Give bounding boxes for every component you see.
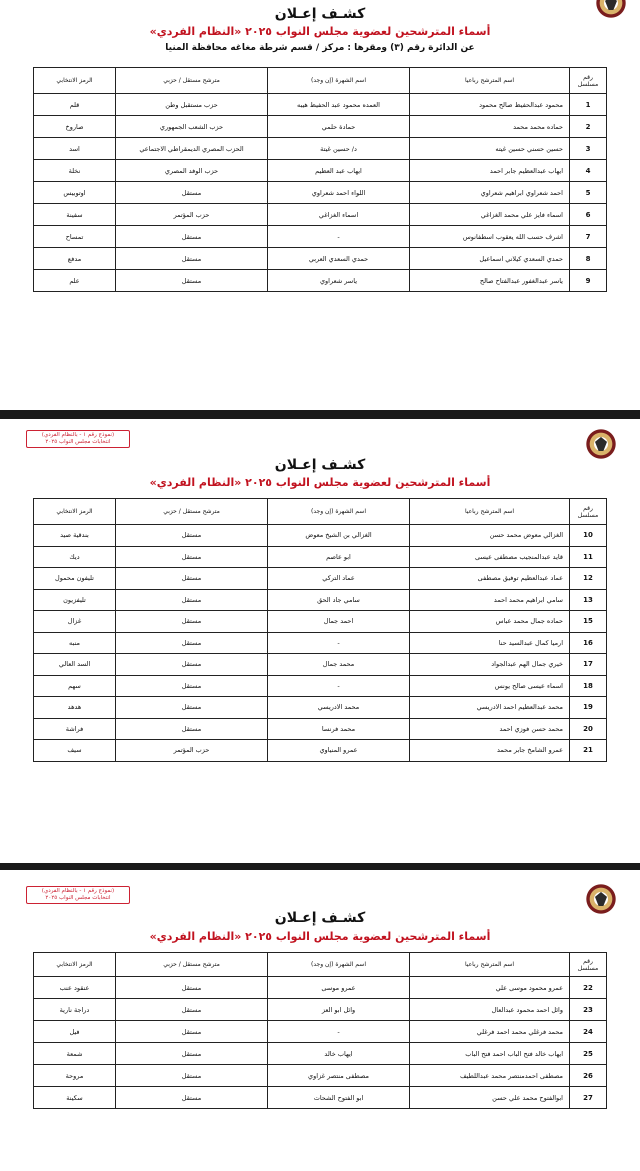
table-row bbox=[34, 632, 607, 654]
cell-affiliation: حزب الشعب الجمهوري bbox=[116, 116, 268, 138]
cell-name: ابوالفتوح محمد علي حسن bbox=[410, 1087, 570, 1109]
page-separator bbox=[0, 410, 640, 419]
header-serial: رقم مسلسل bbox=[570, 68, 607, 94]
cell-affiliation: مستقل bbox=[116, 568, 268, 590]
cell-symbol: غزال bbox=[34, 611, 116, 633]
cell-name: وائل احمد محمود عبدالعال bbox=[410, 999, 570, 1021]
cell-fame: ايهاب خالد bbox=[268, 1043, 410, 1065]
table-row bbox=[34, 697, 607, 719]
cell-serial: 13 bbox=[570, 589, 607, 611]
cell-fame: - bbox=[268, 675, 410, 697]
candidates-table bbox=[33, 498, 607, 762]
cell-affiliation: حزب الوفد المصري bbox=[116, 160, 268, 182]
header-fame: اسم الشهرة (إن وجد) bbox=[268, 499, 410, 525]
cell-affiliation: حزب المؤتمر bbox=[116, 204, 268, 226]
table-row bbox=[34, 1043, 607, 1065]
cell-serial: 7 bbox=[570, 226, 607, 248]
cell-serial: 17 bbox=[570, 654, 607, 676]
cell-fame: عماد التركي bbox=[268, 568, 410, 590]
cell-name: حسين حسني حسين غيته bbox=[410, 138, 570, 160]
cell-symbol: قلم bbox=[34, 94, 116, 116]
header-name: اسم المترشح رباعيا bbox=[410, 68, 570, 94]
table-row bbox=[34, 182, 607, 204]
cell-name: ياسر عبدالغفور عبدالفتاح صالح bbox=[410, 270, 570, 292]
cell-fame: الغزالي بن الشيخ معوض bbox=[268, 525, 410, 547]
cell-name: ايهاب عبدالعظيم جابر احمد bbox=[410, 160, 570, 182]
page-3 bbox=[0, 870, 640, 1171]
cell-fame: ابو الفتوح الشحات bbox=[268, 1087, 410, 1109]
cell-fame: ابو عاصم bbox=[268, 546, 410, 568]
cell-fame: عمرو موسى bbox=[268, 977, 410, 999]
cell-symbol: مدفع bbox=[34, 248, 116, 270]
page-title: كشـف إعـلان bbox=[274, 457, 366, 473]
cell-serial: 6 bbox=[570, 204, 607, 226]
cell-symbol: اوتوبيس bbox=[34, 182, 116, 204]
cell-symbol: منبه bbox=[34, 632, 116, 654]
cell-serial: 4 bbox=[570, 160, 607, 182]
cell-serial: 23 bbox=[570, 999, 607, 1021]
table-row bbox=[34, 525, 607, 547]
table-row bbox=[34, 1065, 607, 1087]
cell-symbol: شمعة bbox=[34, 1043, 116, 1065]
header-symbol: الرمز الانتخابي bbox=[34, 68, 116, 94]
cell-symbol: بندقية صيد bbox=[34, 525, 116, 547]
cell-symbol: مروحة bbox=[34, 1065, 116, 1087]
cell-name: احمد شعراوي ابراهيم شعراوي bbox=[410, 182, 570, 204]
header-symbol: الرمز الانتخابي bbox=[34, 953, 116, 977]
cell-symbol: سفينة bbox=[34, 204, 116, 226]
cell-affiliation: حزب مستقبل وطن bbox=[116, 94, 268, 116]
cell-symbol: نخلة bbox=[34, 160, 116, 182]
table-row bbox=[34, 977, 607, 999]
cell-name: محمد عبدالعظيم احمد الادريسي bbox=[410, 697, 570, 719]
cell-name: الغزالي معوض محمد حسن bbox=[410, 525, 570, 547]
cell-symbol: ديك bbox=[34, 546, 116, 568]
header-name: اسم المترشح رباعيا bbox=[410, 953, 570, 977]
cell-name: قايد عبدالمنجيب مصطفى عيسى bbox=[410, 546, 570, 568]
cell-name: عمرو محمود موسى علي bbox=[410, 977, 570, 999]
cell-symbol: تمساح bbox=[34, 226, 116, 248]
cell-serial: 21 bbox=[570, 740, 607, 762]
table-row bbox=[34, 116, 607, 138]
page-subtitle: أسماء المترشحين لعضوية مجلس النواب ٢٠٢٥ «النظام الفردي» bbox=[149, 25, 491, 38]
cell-fame: اسماء الغزاغي bbox=[268, 204, 410, 226]
table-row bbox=[34, 270, 607, 292]
page-subtitle: أسماء المترشحين لعضوية مجلس النواب ٢٠٢٥ «النظام الفردي» bbox=[149, 930, 491, 943]
cell-affiliation: مستقل bbox=[116, 525, 268, 547]
cell-symbol: اسد bbox=[34, 138, 116, 160]
cell-serial: 24 bbox=[570, 1021, 607, 1043]
page-subtitle: أسماء المترشحين لعضوية مجلس النواب ٢٠٢٥ «النظام الفردي» bbox=[149, 476, 491, 489]
cell-name: محمود عبدالحفيظ صالح محمود bbox=[410, 94, 570, 116]
header-serial: رقم مسلسل bbox=[570, 499, 607, 525]
cell-serial: 10 bbox=[570, 525, 607, 547]
cell-name: اسماء فايز علي محمد الغزاغي bbox=[410, 204, 570, 226]
table-row bbox=[34, 740, 607, 762]
cell-symbol: عنقود عنب bbox=[34, 977, 116, 999]
candidates-table bbox=[33, 67, 607, 292]
cell-affiliation: مستقل bbox=[116, 546, 268, 568]
cell-name: اسماء عيسى صالح يونس bbox=[410, 675, 570, 697]
table-row bbox=[34, 675, 607, 697]
header-affiliation: مترشح مستقل / حزبي bbox=[116, 953, 268, 977]
cell-name: سامي ابراهيم محمد احمد bbox=[410, 589, 570, 611]
form-stamp: (نموذج رقم ١ - بالنظام الفردي) انتخابات مجلس النواب ٢٠٢٥ bbox=[26, 430, 130, 448]
table-header-row bbox=[34, 68, 607, 94]
cell-affiliation: مستقل bbox=[116, 1021, 268, 1043]
header-name: اسم المترشح رباعيا bbox=[410, 499, 570, 525]
cell-symbol: السد العالي bbox=[34, 654, 116, 676]
cell-serial: 27 bbox=[570, 1087, 607, 1109]
cell-serial: 3 bbox=[570, 138, 607, 160]
cell-symbol: دراجة نارية bbox=[34, 999, 116, 1021]
cell-affiliation: مستقل bbox=[116, 718, 268, 740]
cell-name: عماد عبدالعظيم توفيق مصطفى bbox=[410, 568, 570, 590]
cell-symbol: سكينة bbox=[34, 1087, 116, 1109]
cell-affiliation: مستقل bbox=[116, 632, 268, 654]
cell-serial: 1 bbox=[570, 94, 607, 116]
table-header-row bbox=[34, 499, 607, 525]
cell-affiliation: مستقل bbox=[116, 1043, 268, 1065]
cell-affiliation: مستقل bbox=[116, 1087, 268, 1109]
cell-symbol: فراشة bbox=[34, 718, 116, 740]
cell-affiliation: مستقل bbox=[116, 226, 268, 248]
cell-name: محمد فرغلي محمد احمد فرغلي bbox=[410, 1021, 570, 1043]
cell-serial: 26 bbox=[570, 1065, 607, 1087]
cell-name: حماده محمد محمد bbox=[410, 116, 570, 138]
cell-affiliation: حزب المؤتمر bbox=[116, 740, 268, 762]
cell-affiliation: مستقل bbox=[116, 182, 268, 204]
table-row bbox=[34, 138, 607, 160]
cell-serial: 19 bbox=[570, 697, 607, 719]
cell-name: مصطفى احمدمنتصر محمد عبداللطيف bbox=[410, 1065, 570, 1087]
header-affiliation: مترشح مستقل / حزبي bbox=[116, 68, 268, 94]
candidates-table bbox=[33, 952, 607, 1109]
cell-name: عمرو الشامخ جابر محمد bbox=[410, 740, 570, 762]
cell-affiliation: مستقل bbox=[116, 611, 268, 633]
cell-fame: حمادة حلمي bbox=[268, 116, 410, 138]
cell-fame: محمد جمال bbox=[268, 654, 410, 676]
cell-name: ايهاب خالد فتح الباب احمد فتح الباب bbox=[410, 1043, 570, 1065]
header-serial: رقم مسلسل bbox=[570, 953, 607, 977]
cell-serial: 15 bbox=[570, 611, 607, 633]
cell-fame: العمده محمود عبد الحفيظ هيبه bbox=[268, 94, 410, 116]
table-row bbox=[34, 248, 607, 270]
cell-serial: 22 bbox=[570, 977, 607, 999]
table-row bbox=[34, 204, 607, 226]
cell-fame: سامي جاد الحق bbox=[268, 589, 410, 611]
cell-serial: 20 bbox=[570, 718, 607, 740]
cell-affiliation: الحزب المصري الديمقراطي الاجتماعي bbox=[116, 138, 268, 160]
cell-name: محمد حسن فوزي احمد bbox=[410, 718, 570, 740]
table-row bbox=[34, 568, 607, 590]
page-title: كشـف إعـلان bbox=[274, 910, 366, 926]
header-fame: اسم الشهرة (إن وجد) bbox=[268, 953, 410, 977]
cell-serial: 11 bbox=[570, 546, 607, 568]
cell-affiliation: مستقل bbox=[116, 248, 268, 270]
page-title: كشـف إعـلان bbox=[274, 6, 366, 22]
cell-serial: 16 bbox=[570, 632, 607, 654]
cell-affiliation: مستقل bbox=[116, 1065, 268, 1087]
table-row bbox=[34, 999, 607, 1021]
cell-serial: 25 bbox=[570, 1043, 607, 1065]
page-1 bbox=[0, 0, 640, 410]
cell-symbol: سهم bbox=[34, 675, 116, 697]
cell-fame: محمد الادريسي bbox=[268, 697, 410, 719]
cell-affiliation: مستقل bbox=[116, 675, 268, 697]
cell-fame: احمد جمال bbox=[268, 611, 410, 633]
table-row bbox=[34, 1021, 607, 1043]
cell-serial: 5 bbox=[570, 182, 607, 204]
cell-affiliation: مستقل bbox=[116, 999, 268, 1021]
table-row bbox=[34, 611, 607, 633]
cell-fame: - bbox=[268, 632, 410, 654]
cell-fame: محمد فرنسا bbox=[268, 718, 410, 740]
cell-name: حماده جمال محمد عباس bbox=[410, 611, 570, 633]
cell-symbol: هدهد bbox=[34, 697, 116, 719]
cell-symbol: فيل bbox=[34, 1021, 116, 1043]
cell-symbol: علم bbox=[34, 270, 116, 292]
cell-fame: وائل ابو العز bbox=[268, 999, 410, 1021]
header-symbol: الرمز الانتخابي bbox=[34, 499, 116, 525]
district-line: عن الدائرة رقم (٣) ومقرها : مركز / قسم شرطة مغاغه محافظة المنيا bbox=[165, 43, 475, 53]
cell-name: اشرف حسب الله يعقوب اسطفانوس bbox=[410, 226, 570, 248]
cell-serial: 8 bbox=[570, 248, 607, 270]
cell-fame: - bbox=[268, 1021, 410, 1043]
table-row bbox=[34, 718, 607, 740]
cell-symbol: تليفون محمول bbox=[34, 568, 116, 590]
cell-serial: 9 bbox=[570, 270, 607, 292]
cell-name: ارميا كمال عبدالسيد حنا bbox=[410, 632, 570, 654]
table-header-row bbox=[34, 953, 607, 977]
cell-symbol: تليفزيون bbox=[34, 589, 116, 611]
cell-serial: 12 bbox=[570, 568, 607, 590]
cell-fame: ياسر شعراوي bbox=[268, 270, 410, 292]
cell-affiliation: مستقل bbox=[116, 697, 268, 719]
cell-fame: اللواء احمد شعراوي bbox=[268, 182, 410, 204]
cell-fame: مصطفى منتصر غزاوي bbox=[268, 1065, 410, 1087]
cell-symbol: صاروخ bbox=[34, 116, 116, 138]
cell-fame: عمرو المنياوي bbox=[268, 740, 410, 762]
table-row bbox=[34, 226, 607, 248]
table-row bbox=[34, 546, 607, 568]
cell-symbol: سيف bbox=[34, 740, 116, 762]
table-row bbox=[34, 654, 607, 676]
cell-affiliation: مستقل bbox=[116, 654, 268, 676]
egypt-emblem-icon bbox=[584, 427, 618, 461]
cell-affiliation: مستقل bbox=[116, 270, 268, 292]
form-stamp: (نموذج رقم ١ - بالنظام الفردي) انتخابات مجلس النواب ٢٠٢٥ bbox=[26, 886, 130, 904]
cell-fame: د/ حسين غيتة bbox=[268, 138, 410, 160]
page-2 bbox=[0, 419, 640, 863]
cell-serial: 18 bbox=[570, 675, 607, 697]
cell-affiliation: مستقل bbox=[116, 589, 268, 611]
cell-name: خيري جمال الهم عبدالجواد bbox=[410, 654, 570, 676]
table-row bbox=[34, 589, 607, 611]
table-row bbox=[34, 94, 607, 116]
table-row bbox=[34, 160, 607, 182]
header-affiliation: مترشح مستقل / حزبي bbox=[116, 499, 268, 525]
page-separator bbox=[0, 863, 640, 870]
cell-affiliation: مستقل bbox=[116, 977, 268, 999]
cell-serial: 2 bbox=[570, 116, 607, 138]
cell-name: حمدي السعدي كيلاني اسماعيل bbox=[410, 248, 570, 270]
header-fame: اسم الشهرة (إن وجد) bbox=[268, 68, 410, 94]
table-row bbox=[34, 1087, 607, 1109]
cell-fame: ايهاب عبد العظيم bbox=[268, 160, 410, 182]
cell-fame: حمدي السعدي العربي bbox=[268, 248, 410, 270]
cell-fame: - bbox=[268, 226, 410, 248]
